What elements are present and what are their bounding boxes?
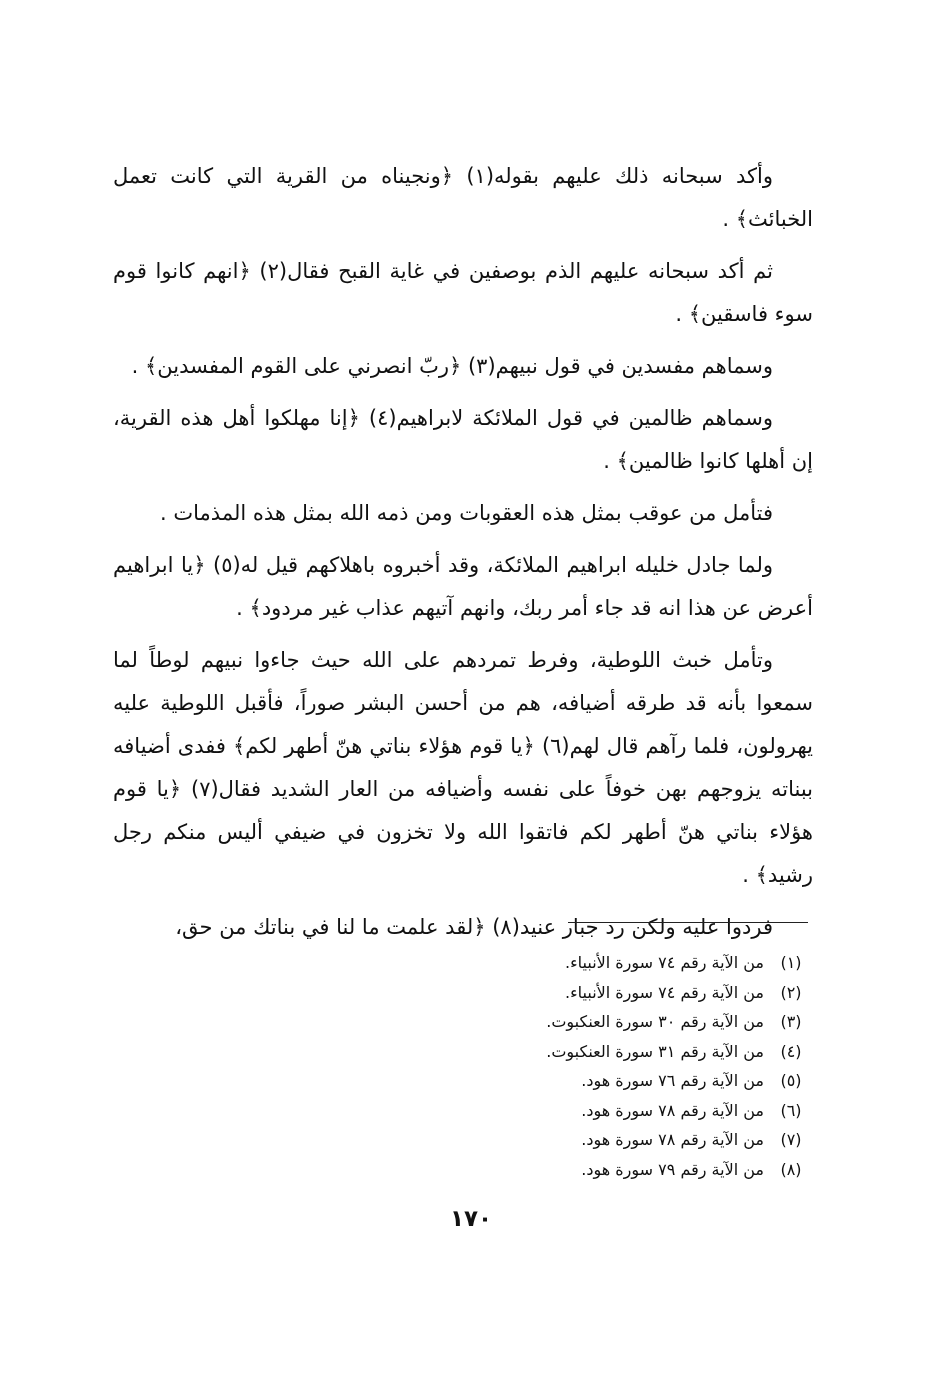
footnote-text: من الآية رقم ٣٠ سورة العنكبوت. <box>546 1012 764 1031</box>
footnote-item <box>400 1125 810 1155</box>
paragraph-6: ولما جادل خليله ابراهيم الملائكة، وقد أخبروه باهلاكهم قيل له(٥) ﴿يا ابراهيم أعرض عن هذا انه قد جاء أمر ربك، وانهم آتيهم عذاب غير مردود﴾ . <box>113 553 813 620</box>
paragraph-8: فردوا عليه ولكن رد جبار عنيد(٨) ﴿لقد علمت ما لنا في بناتك من حق، <box>175 915 773 939</box>
footnote-text: من الآية رقم ٣١ سورة العنكبوت. <box>546 1041 764 1061</box>
footnote-item <box>400 1037 810 1067</box>
page-number: ١٧٠ <box>449 1206 493 1232</box>
footnote-item <box>400 1066 810 1096</box>
footnote-number: (٣) <box>780 1012 802 1031</box>
footnotes <box>400 948 810 1184</box>
footnote-text: من الآية رقم ٧٨ سورة هود. <box>581 1130 764 1149</box>
footnote-number: (٧) <box>780 1130 802 1149</box>
footnote-item <box>400 1155 810 1185</box>
footnote-number: (٥) <box>780 1071 802 1090</box>
footnote-divider <box>568 922 808 923</box>
footnote-number: (٤) <box>780 1041 802 1061</box>
paragraph-7: وتأمل خبث اللوطية، وفرط تمردهم على الله حيث جاءوا نبيهم لوطاً لما سمعوا بأنه قد طرقه أضيافه، هم من أحسن البشر صوراً، فأقبل اللوطية عليه يهرولون، فلما رآهم قال لهم(٦) ﴿يا قوم هؤلاء بناتي هنّ أطهر لكم﴾ ففدى أضيافه ببناته يزوجهم بهن خوفاً على نفسه وأضيافه من العار الشديد فقال(٧) ﴿يا قوم هؤلاء بناتي هنّ أطهر لكم فاتقوا الله ولا تخزون في ضيفي أليس منكم رجل رشيد﴾ . <box>113 648 813 887</box>
footnote-text: من الآية رقم ٧٤ سورة الأنبياء. <box>565 982 764 1002</box>
paragraph-1: وأكد سبحانه ذلك عليهم بقوله(١) ﴿ونجيناه من القرية التي كانت تعمل الخبائث﴾ . <box>113 164 813 231</box>
footnote-number: (٨) <box>780 1159 802 1179</box>
footnote-text: من الآية رقم ٧٦ سورة هود. <box>581 1071 764 1090</box>
paragraph-3: وسماهم مفسدين في قول نبيهم(٣) ﴿ربّ انصرني على القوم المفسدين﴾ . <box>131 354 773 378</box>
footnote-number: (٢) <box>780 982 802 1002</box>
main-text <box>113 155 813 958</box>
paragraph-5: فتأمل من عوقب بمثل هذه العقوبات ومن ذمه الله بمثل هذه المذمات . <box>160 501 773 525</box>
footnote-text: من الآية رقم ٧٤ سورة الأنبياء. <box>565 953 764 972</box>
footnote-text: من الآية رقم ٧٨ سورة هود. <box>581 1100 764 1120</box>
footnote-item <box>400 1096 810 1126</box>
paragraph-2: ثم أكد سبحانه عليهم الذم بوصفين في غاية القبح فقال(٢) ﴿انهم كانوا قوم سوء فاسقين﴾ . <box>113 259 813 326</box>
footnote-number: (١) <box>780 953 802 972</box>
paragraph-4: وسماهم ظالمين في قول الملائكة لابراهيم(٤) ﴿إنا مهلكوا أهل هذه القرية، إن أهلها كانوا ظالمين﴾ . <box>113 406 813 473</box>
footnote-item <box>400 978 810 1008</box>
footnote-item <box>400 948 810 978</box>
footnote-item <box>400 1007 810 1037</box>
footnote-number: (٦) <box>780 1100 802 1120</box>
footnote-text: من الآية رقم ٧٩ سورة هود. <box>581 1159 764 1179</box>
